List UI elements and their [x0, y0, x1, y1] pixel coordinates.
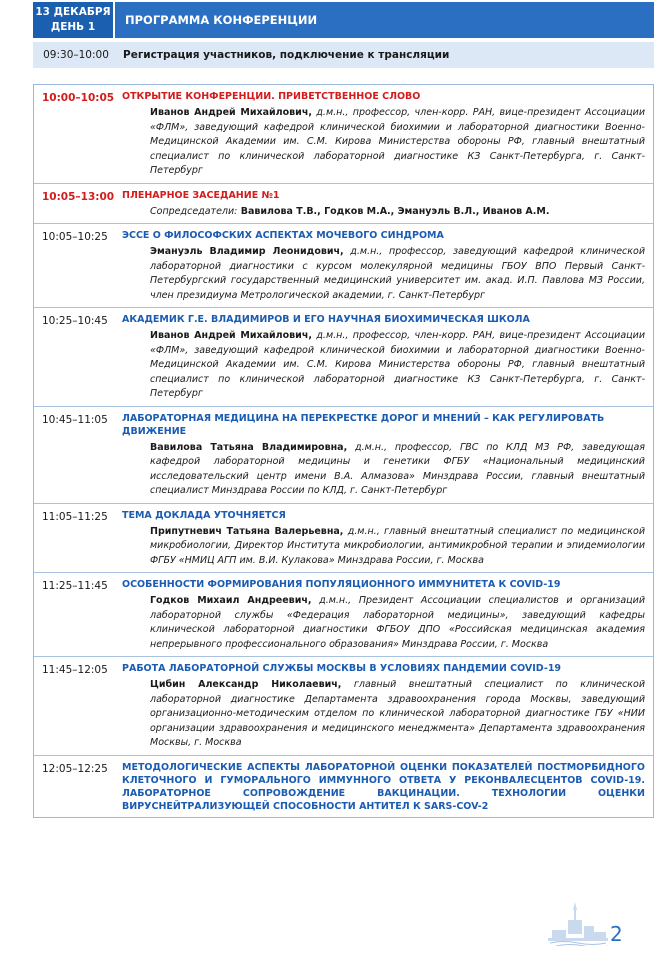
- session-content: [120, 657, 653, 755]
- session-title: ТЕМА ДОКЛАДА УТОЧНЯЕТСЯ: [122, 509, 286, 521]
- session-content: [120, 184, 653, 224]
- session-title: ЛАБОРАТОРНАЯ МЕДИЦИНА НА ПЕРЕКРЕСТКЕ ДОРОГ И МНЕНИЙ – КАК РЕГУЛИРОВАТЬ ДВИЖЕНИЕ: [122, 412, 605, 437]
- session-title: ЭССЕ О ФИЛОСОФСКИХ АСПЕКТАХ МОЧЕВОГО СИНДРОМА: [122, 230, 444, 241]
- speaker-info: [122, 678, 645, 751]
- speaker-name: Иванов Андрей Михайлович,: [150, 330, 312, 341]
- speaker-name: Вавилова Татьяна Владимировна,: [150, 441, 348, 453]
- speaker-name: Цибин Александр Николаевич,: [150, 679, 342, 690]
- speaker-info: [122, 441, 645, 499]
- session-time: 11:05–11:25: [42, 510, 108, 523]
- day-label: ДЕНЬ 1: [50, 21, 96, 33]
- speaker-info: [122, 106, 645, 179]
- session-content: [120, 85, 653, 183]
- chairs-label: Сопредседатели:: [150, 205, 238, 217]
- program-table: [33, 84, 654, 818]
- session-time: 11:25–11:45: [42, 580, 108, 592]
- session-content: [120, 573, 653, 656]
- speaker-details: д.м.н., Президент Ассоциации специалистов и организаций лабораторной службы «Федерация лабораторной медицины», заведующий кафедры клинической лабораторной диагностики ФГБОУ ДПО «Российская медицинская академия непрерывного профессионального образования» Минздрава России, г. Москва: [150, 595, 645, 650]
- speaker-details: д.м.н., профессор, ГВС по КЛД МЗ РФ, заведующая кафедрой лабораторной медицины и генетики ФГБУ «Национальный медицинский исследовательский центр имени В.А. Алмазова» Минздрава России, главный внештатный специалист Минздрава России по КЛД, г. Санкт-Петербург: [150, 441, 645, 496]
- session-content: [120, 407, 653, 503]
- session-row: [34, 406, 653, 503]
- speaker-name: Годков Михаил Андреевич,: [150, 595, 312, 606]
- speaker-info: [122, 329, 645, 402]
- speaker-info: [122, 525, 645, 569]
- session-time: 11:45–12:05: [42, 664, 108, 676]
- session-content: [120, 224, 653, 307]
- session-row: [34, 755, 653, 817]
- session-time: 10:05–10:25: [42, 231, 108, 243]
- speaker-details: главный внештатный специалист по клинической лабораторной диагностике Департамента здравоохранения города Москвы, заведующий организационно-методическим отделом по клинической лабораторной диагностике ГБУ «НИИ организации здравоохранения и медицинского менеджмента» Департамента здравоохранения Москвы, г. Москва: [150, 679, 645, 748]
- day-header: [33, 2, 654, 38]
- speaker-name: Эмануэль Владимир Леонидович,: [150, 246, 344, 257]
- speaker-details: д.м.н., профессор, заведующий кафедрой клинической лабораторной диагностики с курсом молекулярной медицины ГБОУ ВПО Первый Санкт-Петербургский государственный медицинский университет им. акад. И.П. Павлова МЗ России, член президиума Метрологической академии, г. Санкт-Петербург: [150, 246, 645, 301]
- page-number: 2: [610, 922, 623, 946]
- registration-time: 09:30–10:00: [43, 49, 109, 61]
- session-row: [34, 223, 653, 307]
- speaker-details: д.м.н., профессор, член-корр. РАН, вице-президент Ассоциации «ФЛМ», заведующий кафедрой клинической биохимии и лабораторной диагностики Военно-Медицинской Академии им. С.М. Кирова Министерства обороны РФ, главный внештатный специалист по клинической лабораторной диагностике КЗ Санкт-Петербурга, г. Санкт-Петербург: [150, 107, 645, 176]
- registration-row: [33, 42, 654, 68]
- session-row: [34, 572, 653, 656]
- speaker-name: Иванов Андрей Михайлович,: [150, 107, 312, 118]
- session-row: [34, 85, 653, 183]
- city-skyline-watermark-icon: [548, 902, 608, 946]
- session-content: [120, 504, 653, 573]
- session-time: 10:25–10:45: [42, 315, 108, 327]
- session-row: [34, 656, 653, 755]
- session-title: АКАДЕМИК Г.Е. ВЛАДИМИРОВ И ЕГО НАУЧНАЯ БИОХИМИЧЕСКАЯ ШКОЛА: [122, 314, 530, 325]
- session-title: МЕТОДОЛОГИЧЕСКИЕ АСПЕКТЫ ЛАБОРАТОРНОЙ ОЦЕНКИ ПОКАЗАТЕЛЕЙ ПОСТМОРБИДНОГО КЛЕТОЧНОГО И ГУМОРАЛЬНОГО ИММУННОГО ОТВЕТА У РЕКОНВАЛЕСЦЕНТОВ COVID-19. ЛАБОРАТОРНОЕ СОПРОВОЖДЕНИЕ ВАКЦИНАЦИИ. ТЕХНОЛОГИИ ОЦЕНКИ ВИРУСНЕЙТРАЛИЗУЮЩЕЙ СПОСОБНОСТИ АНТИТЕЛ К SARS-COV-2: [122, 761, 645, 812]
- session-title: ОСОБЕННОСТИ ФОРМИРОВАНИЯ ПОПУЛЯЦИОННОГО ИММУНИТЕТА К COVID-19: [122, 579, 561, 590]
- session-content: [120, 308, 653, 406]
- session-time: 10:05–13:00: [42, 190, 115, 203]
- date-label: 13 ДЕКАБРЯ: [35, 6, 111, 18]
- session-row: [34, 307, 653, 406]
- chairs-info: [122, 205, 645, 220]
- session-row: [34, 183, 653, 224]
- chairs-names: Вавилова Т.В., Годков М.А., Эмануэль В.Л., Иванов А.М.: [237, 205, 550, 217]
- session-title: ОТКРЫТИЕ КОНФЕРЕНЦИИ. ПРИВЕТСТВЕННОЕ СЛОВО: [122, 91, 421, 102]
- session-time: 12:05–12:25: [42, 762, 108, 775]
- speaker-details: д.м.н., главный внештатный специалист по медицинской микробиологии, Директор Института микробиологии, антимикробной терапии и эпидемиологии ФГБУ «НМИЦ АГП им. В.И. Кулакова» Минздрава России, г. Москва: [150, 525, 645, 566]
- session-time: 10:45–11:05: [42, 413, 108, 426]
- day-date-cell: [33, 2, 113, 38]
- session-row: [34, 503, 653, 573]
- speaker-name: Припутневич Татьяна Валерьевна,: [150, 525, 344, 537]
- session-title: РАБОТА ЛАБОРАТОРНОЙ СЛУЖБЫ МОСКВЫ В УСЛОВИЯХ ПАНДЕМИИ COVID-19: [122, 663, 562, 674]
- speaker-info: [122, 245, 645, 303]
- speaker-info: [122, 594, 645, 652]
- session-title: ПЛЕНАРНОЕ ЗАСЕДАНИЕ №1: [122, 189, 280, 201]
- program-title: ПРОГРАММА КОНФЕРЕНЦИИ: [115, 2, 654, 38]
- session-time: 10:00–10:05: [42, 92, 115, 104]
- speaker-details: д.м.н., профессор, член-корр. РАН, вице-президент Ассоциации «ФЛМ», заведующий кафедрой клинической биохимии и лабораторной диагностики Военно-Медицинской Академии им. С.М. Кирова Министерства обороны РФ, главный внештатный специалист по клинической лабораторной диагностике КЗ Санкт-Петербурга, г. Санкт-Петербург: [150, 330, 645, 399]
- registration-text: Регистрация участников, подключение к трансляции: [123, 49, 450, 61]
- session-content: [120, 756, 653, 817]
